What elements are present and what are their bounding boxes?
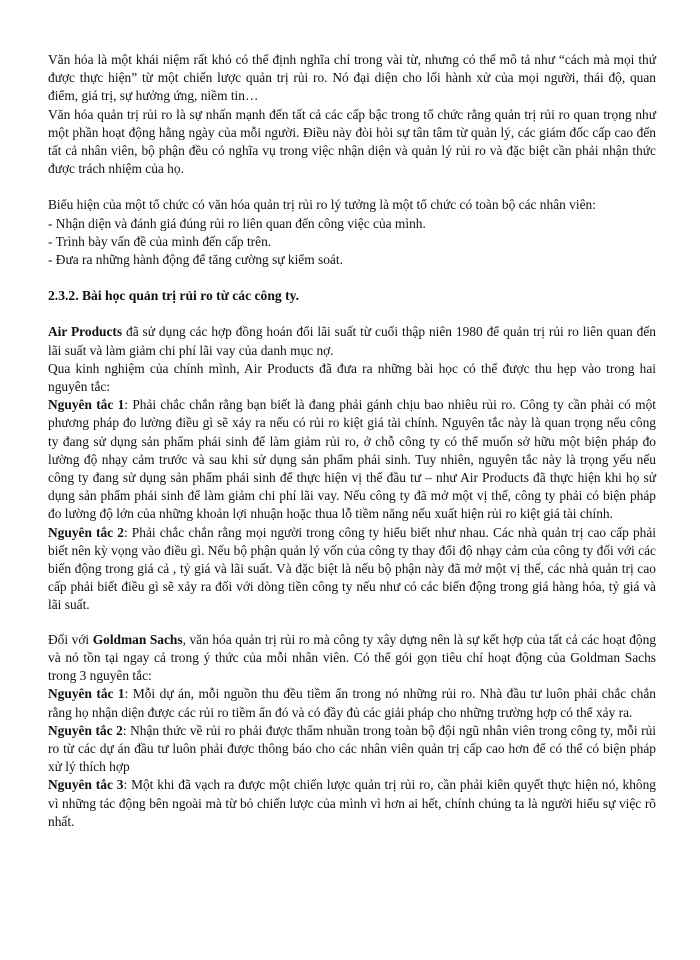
goldman-rule-3-label: Nguyên tắc 3 (48, 777, 124, 793)
air-products-rule-1 (48, 396, 656, 523)
goldman-rule-3-text: : Một khi đã vạch ra được một chiến lược quản trị rủi ro, cần phải kiên quyết thực hiện nó, không vì những tác động bên ngoài mà từ bỏ chiến lược của mình vì hơn ai hết, chính chúng ta là người hiểu sự việc rõ nhất. (48, 777, 656, 829)
goldman-rule-1-text: : Mỗi dự án, mỗi nguồn thu đều tiềm ẩn trong nó những rủi ro. Nhà đầu tư luôn phải chắc chắn rằng họ nhận diện được các rủi ro tiềm ẩn đó và có đầy đủ các giải pháp cho những trường hợp có thể xảy ra. (48, 686, 656, 720)
goldman-rule-2-label: Nguyên tắc 2 (48, 722, 123, 738)
goldman-intro-pre: Đối với (48, 631, 93, 647)
goldman-name: Goldman Sachs (92, 631, 183, 647)
air-products-rule-2-label: Nguyên tắc 2 (48, 524, 124, 540)
air-products-rule-2-text: : Phải chắc chắn rằng mọi người trong công ty hiểu biết như nhau. Các nhà quản trị cao cấp phải biết nên kỳ vọng vào điều gì. Nếu bộ phận quản lý vốn của công ty thay đổi độ nhạy cảm của công ty đối với các biến động trong giá cả , tỷ giá và lãi suất. Và đặc biệt là nếu bộ phận này đã mở một vị thế, các nhà quản trị cao cấp phải biết điều gì sẽ xảy ra đối với dòng tiền công ty nếu như có các biến động trong giá hàng hóa, tỷ giá và lãi suất. (48, 524, 657, 613)
goldman-rule-2 (48, 722, 656, 777)
goldman-intro (48, 631, 656, 686)
goldman-rule-1 (48, 685, 656, 721)
culture-bullet-3: - Đưa ra những hành động để tăng cường sự kiểm soát. (48, 252, 343, 268)
goldman-intro-text: , văn hóa quản trị rủi ro mà công ty xây dựng nên là sự kết hợp của tất cả các hoạt động và nó tồn tại ngay cả trong ý thức của mỗi nhân viên. Có thể gói gọn tiêu chí hoạt động của Goldman Sachs trong 3 nguyên tắc: (48, 631, 657, 684)
culture-bullet-2: - Trình bày vấn đề của mình đến cấp trên. (48, 233, 272, 249)
goldman-rule-3 (48, 776, 656, 831)
air-products-intro-text: đã sử dụng các hợp đồng hoán đổi lãi suất từ cuối thập niên 1980 để quản trị rủi ro liên quan đến lãi suất và làm giảm chi phí lãi vay của danh mục nợ. (48, 324, 656, 358)
air-products-rule-2 (48, 524, 656, 615)
goldman-rule-2-text: : Nhận thức về rủi ro phải được thẩm nhuần trong toàn bộ đội ngũ nhân viên trong công ty, mỗi rủi ro từ các dự án đầu tư luôn phải được thông báo cho các nhân viên quản trị cấp cao hơn để có thể có biện pháp xử lý thích hợp (48, 722, 656, 775)
air-products-rule-1-text: : Phải chắc chắn rằng bạn biết là đang phải gánh chịu bao nhiêu rủi ro. Công ty cần phải có một phương pháp đo lường điều gì sẽ xảy ra nếu có rủi ro kiệt giá tài chính. Nguyên tắc này là quan trọng nếu công ty đang sử dụng sản phẩm phái sinh để làm giảm rủi ro, ở chỗ công ty có thể muốn sở hữu một biện pháp đo lường độ nhạy cảm trước và sau khi sử dụng sản phẩm phái sinh. Tuy nhiên, nguyên tắc này là trọng yếu nếu công ty đang sử dụng sản phẩm phái sinh để thực hiện vị thế đầu tư – như Air Products đã thực hiện khi họ sử dụng sản phẩm phái sinh để làm giảm chi phí lãi vay. Nếu công ty đã mở một vị thế, công ty phải có biện pháp đo lường độ lớn của những khoản lợi nhuận hoặc thua lỗ tiềm năng nếu xuất hiện rủi ro kiệt giá tài chính. (48, 397, 656, 522)
air-products-intro (48, 323, 656, 359)
air-products-name: Air Products (48, 324, 123, 340)
culture-bullet-1: - Nhận diện và đánh giá đúng rủi ro liên quan đến công việc của mình. (48, 215, 426, 231)
culture-paragraph-1: Văn hóa là một khái niệm rất khó có thể định nghĩa chỉ trong vài từ, nhưng có thể mô tả như “cách mà mọi thứ được thực hiện” từ một chiến lược quản trị rủi ro. Nó đại diện cho lối hành xử của mọi người, thái độ, quan điểm, giá trị, sự hưởng ứng, niềm tin… (48, 52, 656, 104)
air-products-rule-1-label: Nguyên tắc 1 (48, 397, 125, 413)
goldman-rule-1-label: Nguyên tắc 1 (48, 686, 125, 702)
culture-paragraph-3: Biểu hiện của một tổ chức có văn hóa quản trị rủi ro lý tưởng là một tổ chức có toàn bộ các nhân viên: (48, 197, 596, 213)
section-heading: 2.3.2. Bài học quản trị rủi ro từ các công ty. (48, 288, 300, 304)
culture-paragraph-2: Văn hóa quản trị rủi ro là sự nhấn mạnh đến tất cả các cấp bậc trong tổ chức rằng quản trị rủi ro quan trọng như một phần hoạt động hằng ngày của mỗi người. Điều này đòi hỏi sự tân tâm từ quản lý, các giám đốc cấp cao đến tất cả nhân viên, bộ phận đều có nghĩa vụ trong việc nhận diện và quản lý rủi ro và đặc biệt cần phải nhận thức được trách nhiệm của họ. (48, 106, 656, 177)
air-products-paragraph-2: Qua kinh nghiệm của chính mình, Air Products đã đưa ra những bài học có thể được thu hẹp vào trong hai nguyên tắc: (48, 360, 656, 395)
